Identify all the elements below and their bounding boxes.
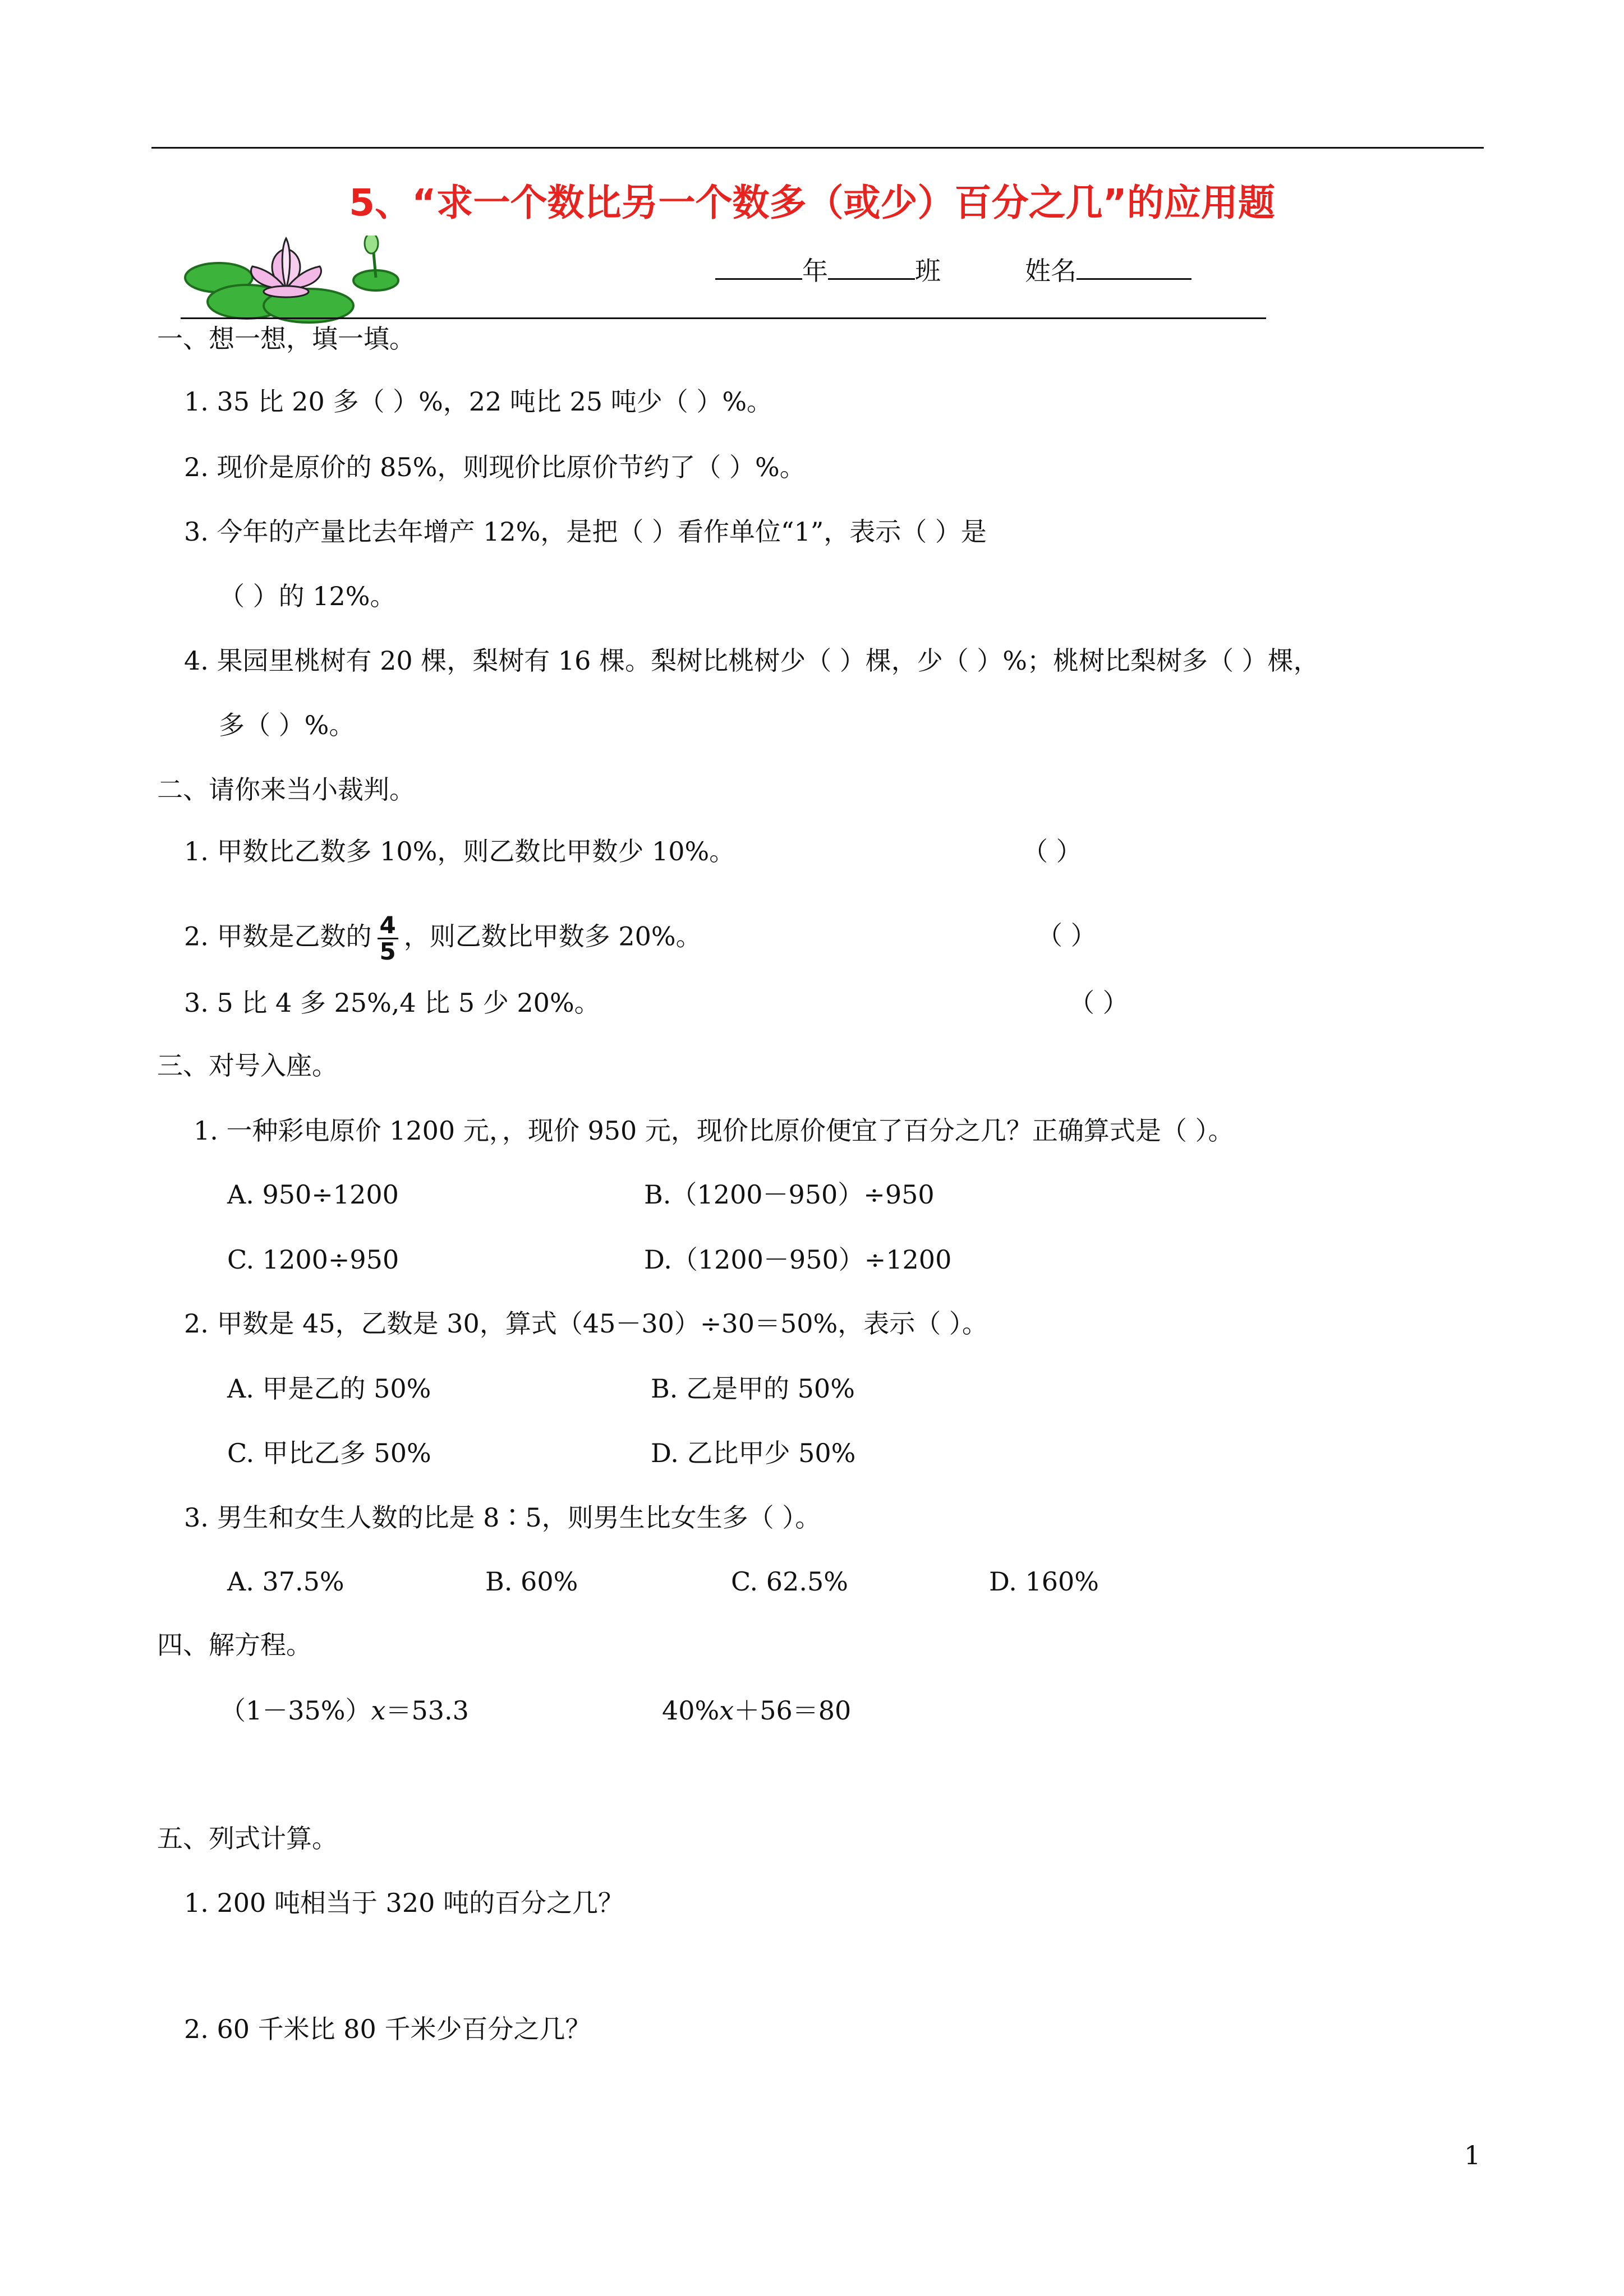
s2-question-3-answer[interactable]: （ ） xyxy=(1069,988,1129,1018)
s5-question-2: 2. 60 千米比 80 千米少百分之几？ xyxy=(184,2014,591,2044)
header-top-rule xyxy=(151,147,1484,149)
s2-question-1: 1. 甲数比乙数多 10%，则乙数比甲数少 10%。 xyxy=(184,836,735,866)
s2-question-2-pre: 2. 甲数是乙数的 xyxy=(184,921,372,952)
s5-question-1: 1. 200 吨相当于 320 吨的百分之几？ xyxy=(184,1888,624,1918)
equation-2-pre: 40% xyxy=(662,1695,720,1726)
equation-2-variable: x xyxy=(719,1695,734,1726)
equation-1-variable: x xyxy=(371,1695,386,1726)
fraction-four-fifths xyxy=(378,913,398,964)
s1-question-3-cont: （ ）的 12%。 xyxy=(219,581,396,611)
s3-q3-option-a[interactable]: A. 37.5% xyxy=(227,1566,344,1597)
s3-q3-option-d[interactable]: D. 160% xyxy=(989,1566,1099,1597)
page-title: 5、“求一个数比另一个数多（或少）百分之几”的应用题 xyxy=(349,181,1275,224)
s2-question-1-answer[interactable]: （ ） xyxy=(1022,836,1082,866)
header-bottom-rule xyxy=(181,317,1266,319)
s3-q2-option-a[interactable]: A. 甲是乙的 50% xyxy=(227,1373,431,1404)
s3-q1-option-d[interactable]: D.（1200－950）÷1200 xyxy=(644,1244,952,1275)
s1-question-4-cont: 多（ ）%。 xyxy=(219,710,355,740)
year-label: 年 xyxy=(802,256,828,286)
class-blank[interactable] xyxy=(828,253,915,280)
equation-1-pre: （1－35%） xyxy=(220,1695,371,1726)
class-label: 班 xyxy=(915,256,941,286)
s3-q2-option-c[interactable]: C. 甲比乙多 50% xyxy=(227,1438,431,1468)
s3-q3-option-c[interactable]: C. 62.5% xyxy=(731,1566,848,1597)
equation-2 xyxy=(662,1695,851,1726)
section1-heading: 一、想一想，填一填。 xyxy=(157,324,415,354)
section2-heading: 二、请你来当小裁判。 xyxy=(157,774,415,805)
s2-question-2-answer[interactable]: （ ） xyxy=(1037,920,1097,951)
name-blank[interactable] xyxy=(1076,253,1191,280)
s2-question-3: 3. 5 比 4 多 25%,4 比 5 少 20%。 xyxy=(184,988,600,1018)
class-name-line xyxy=(715,253,1191,287)
s2-question-2 xyxy=(184,913,702,964)
lotus-leaves-icon xyxy=(174,236,410,325)
section4-heading: 四、解方程。 xyxy=(157,1630,312,1660)
equation-1 xyxy=(220,1695,469,1726)
section5-heading: 五、列式计算。 xyxy=(157,1823,338,1854)
fraction-denominator: 5 xyxy=(379,938,396,965)
section3-heading: 三、对号入座。 xyxy=(157,1050,338,1081)
year-blank[interactable] xyxy=(715,253,802,280)
page-number: 1 xyxy=(1464,2140,1481,2170)
name-label: 姓名 xyxy=(1025,256,1076,286)
s3-q1-option-a[interactable]: A. 950÷1200 xyxy=(227,1179,399,1210)
equation-2-post: ＋56＝80 xyxy=(734,1695,852,1726)
s1-question-2: 2. 现价是原价的 85%，则现价比原价节约了（ ）%。 xyxy=(184,452,806,482)
s2-question-2-post: ，则乙数比甲数多 20%。 xyxy=(403,921,702,952)
s3-q1-option-b[interactable]: B.（1200－950）÷950 xyxy=(644,1179,935,1210)
s3-question-3: 3. 男生和女生人数的比是 8∶5，则男生比女生多（ ）。 xyxy=(184,1502,821,1533)
s3-q2-option-d[interactable]: D. 乙比甲少 50% xyxy=(651,1438,856,1468)
s3-question-2: 2. 甲数是 45，乙数是 30，算式（45－30）÷30＝50%，表示（ ）。 xyxy=(184,1308,988,1339)
s3-q1-option-c[interactable]: C. 1200÷950 xyxy=(227,1244,399,1275)
s1-question-1: 1. 35 比 20 多（ ）%，22 吨比 25 吨少（ ）%。 xyxy=(184,386,773,417)
s3-q3-option-b[interactable]: B. 60% xyxy=(485,1566,578,1597)
s3-q2-option-b[interactable]: B. 乙是甲的 50% xyxy=(651,1373,855,1404)
equation-1-post: ＝53.3 xyxy=(385,1695,469,1726)
s1-question-4: 4. 果园里桃树有 20 棵，梨树有 16 棵。梨树比桃树少（ ）棵，少（ ）%；桃树比梨树多（ ）棵， xyxy=(184,646,1319,676)
s3-question-1: 1. 一种彩电原价 1200 元，，现价 950 元，现价比原价便宜了百分之几？正确算式是（ ）。 xyxy=(194,1115,1234,1146)
s1-question-3: 3. 今年的产量比去年增产 12%，是把（ ）看作单位“1”，表示（ ）是 xyxy=(184,517,987,547)
fraction-numerator: 4 xyxy=(378,913,398,939)
